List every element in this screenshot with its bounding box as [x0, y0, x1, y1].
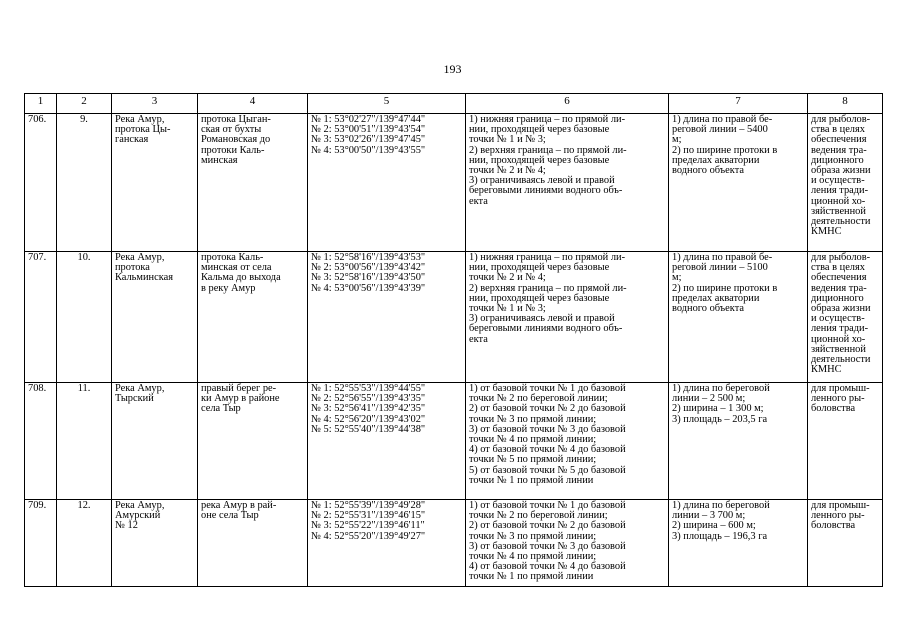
area-location: река Амур в рай- оне села Тыр — [198, 500, 308, 587]
coordinate-point: № 4: 53°00'56"/139°43'39" — [311, 282, 426, 294]
row-number: 706. — [25, 114, 57, 252]
header-col-4: 4 — [198, 94, 308, 114]
coordinate-point: № 3: 52°58'16"/139°43'50" — [311, 272, 426, 284]
area-boundaries: 1) нижняя граница – по прямой ли- нии, проходящей через базовые точки № 1 и № 3; 2) верхняя граница – по прямой ли- нии, проходящей через базовые точки № 2 и № 4; 3) ограничиваясь левой и правой береговыми линиями водного объ- екта — [466, 114, 669, 252]
table-row — [25, 500, 883, 587]
area-size: 1) длина по правой бе- реговой линии – 5100 м; 2) по ширине протоки в пределах акватории водного объекта — [669, 252, 808, 383]
area-purpose: для рыболов- ства в целях обеспечения ведения тра- диционного образа жизни и осуществ- ления тради- ционной хо- зяйственной деятельности КМНС — [808, 252, 883, 383]
coordinate-point: № 4: 53°00'50"/139°43'55" — [311, 144, 426, 156]
area-coordinates — [308, 114, 466, 252]
area-name: Река Амур, протока Кальминская — [112, 252, 198, 383]
area-coordinates — [308, 500, 466, 587]
area-location: правый берег ре- ки Амур в районе села Тыр — [198, 383, 308, 500]
coordinate-point: № 2: 53°00'56"/139°43'42" — [311, 262, 426, 274]
fishing-areas-table — [24, 93, 883, 587]
table-row — [25, 252, 883, 383]
coordinate-point: № 2: 52°56'55"/139°43'35" — [311, 393, 426, 405]
area-purpose: для промыш- ленного ры- боловства — [808, 383, 883, 500]
area-purpose: для рыболов- ства в целях обеспечения ведения тра- диционного образа жизни и осуществ- ления тради- ционной хо- зяйственной деятельности КМНС — [808, 114, 883, 252]
area-size: 1) длина по береговой линии – 2 500 м; 2) ширина – 1 300 м; 3) площадь – 203,5 га — [669, 383, 808, 500]
header-col-7: 7 — [669, 94, 808, 114]
area-name: Река Амур, Тырский — [112, 383, 198, 500]
header-col-1: 1 — [25, 94, 57, 114]
row-subnumber: 9. — [57, 114, 112, 252]
coordinate-point: № 5: 52°55'40"/139°44'38" — [311, 423, 426, 435]
area-purpose: для промыш- ленного ры- боловства — [808, 500, 883, 587]
area-size: 1) длина по береговой линии – 3 700 м; 2) ширина – 600 м; 3) площадь – 196,3 га — [669, 500, 808, 587]
coordinate-point: № 4: 52°56'20"/139°43'02" — [311, 413, 426, 425]
coordinate-point: № 1: 52°58'16"/139°43'53" — [311, 252, 426, 263]
area-name: Река Амур, Амурский № 12 — [112, 500, 198, 587]
coordinate-point: № 3: 52°56'41"/139°42'35" — [311, 403, 426, 415]
row-number: 707. — [25, 252, 57, 383]
area-coordinates — [308, 383, 466, 500]
area-name: Река Амур, протока Цы- ганская — [112, 114, 198, 252]
page-number: 193 — [443, 62, 462, 76]
header-col-3: 3 — [112, 94, 198, 114]
area-size: 1) длина по правой бе- реговой линии – 5400 м; 2) по ширине протоки в пределах акватории водного объекта — [669, 114, 808, 252]
area-location: протока Каль- минская от села Кальма до выхода в реку Амур — [198, 252, 308, 383]
coordinate-point: № 1: 52°55'53"/139°44'55" — [311, 383, 426, 394]
coordinate-point: № 1: 52°55'39"/139°49'28" — [311, 500, 426, 511]
header-col-5: 5 — [308, 94, 466, 114]
area-boundaries: 1) нижняя граница – по прямой ли- нии, проходящей через базовые точки № 2 и № 4; 2) верхняя граница – по прямой ли- нии, проходящей через базовые точки № 1 и № 3; 3) ограничиваясь левой и правой береговыми линиями водного объ- екта — [466, 252, 669, 383]
area-boundaries: 1) от базовой точки № 1 до базовой точки № 2 по береговой линии; 2) от базовой точки № 2 до базовой точки № 3 по прямой линии; 3) от базовой точки № 3 до базовой точки № 4 по прямой линии; 4) от базовой точки № 4 до базовой точки № 5 по прямой линии; 5) от базовой точки № 5 до базовой точки № 1 по прямой линии — [466, 383, 669, 500]
header-col-2: 2 — [57, 94, 112, 114]
coordinate-point: № 4: 52°55'20"/139°49'27" — [311, 530, 426, 542]
header-col-6: 6 — [466, 94, 669, 114]
coordinate-point: № 1: 53°02'27"/139°47'44" — [311, 114, 426, 125]
row-number: 708. — [25, 383, 57, 500]
row-subnumber: 11. — [57, 383, 112, 500]
header-col-8: 8 — [808, 94, 883, 114]
area-location: протока Цыган- ская от бухты Романовская до протоки Каль- минская — [198, 114, 308, 252]
coordinate-point: № 2: 53°00'51"/139°43'54" — [311, 124, 426, 136]
row-subnumber: 10. — [57, 252, 112, 383]
table-row — [25, 383, 883, 500]
area-coordinates — [308, 252, 466, 383]
row-subnumber: 12. — [57, 500, 112, 587]
coordinate-point: № 3: 53°02'26"/139°47'45" — [311, 134, 426, 146]
row-number: 709. — [25, 500, 57, 587]
coordinate-point: № 3: 52°55'22"/139°46'11" — [311, 520, 425, 532]
coordinate-point: № 2: 52°55'31"/139°46'15" — [311, 510, 426, 522]
header-row — [25, 94, 883, 114]
table-row — [25, 114, 883, 252]
area-boundaries: 1) от базовой точки № 1 до базовой точки № 2 по береговой линии; 2) от базовой точки № 2 до базовой точки № 3 по прямой линии; 3) от базовой точки № 3 до базовой точки № 4 по прямой линии; 4) от базовой точки № 4 до базовой точки № 1 по прямой линии — [466, 500, 669, 587]
